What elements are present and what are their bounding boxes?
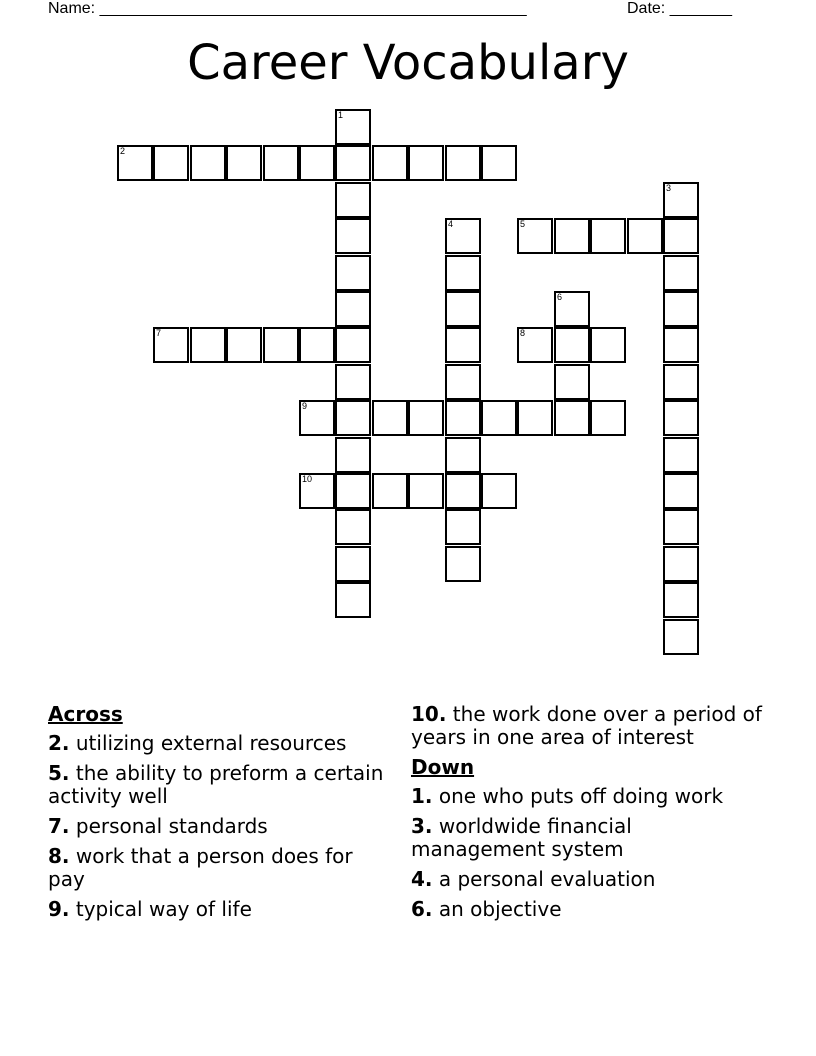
clue-number: 7 (156, 328, 162, 338)
grid-cell[interactable] (299, 145, 335, 181)
grid-cell[interactable] (663, 291, 699, 327)
grid-cell[interactable] (663, 218, 699, 254)
grid-cell[interactable] (445, 437, 481, 473)
grid-cell[interactable] (335, 255, 371, 291)
grid-cell[interactable] (445, 145, 481, 181)
clue-down-1: 1. one who puts off doing work (411, 784, 724, 808)
grid-cell[interactable] (554, 364, 590, 400)
grid-cell[interactable] (372, 473, 408, 509)
grid-cell[interactable] (445, 218, 481, 254)
clue-down-6: 6. an objective (411, 897, 562, 921)
grid-cell[interactable] (663, 546, 699, 582)
grid-cell[interactable] (554, 327, 590, 363)
grid-cell[interactable] (663, 437, 699, 473)
grid-cell[interactable] (663, 509, 699, 545)
grid-cell[interactable] (481, 400, 517, 436)
grid-cell[interactable] (445, 364, 481, 400)
grid-cell[interactable] (117, 145, 153, 181)
grid-cell[interactable] (554, 291, 590, 327)
clue-across-10: 10. the work done over a period of years in one area of interest (411, 702, 762, 749)
grid-cell[interactable] (517, 327, 553, 363)
clue-number: 3 (666, 183, 672, 193)
grid-cell[interactable] (481, 145, 517, 181)
clue-across-5: 5. the ability to preform a certain activity well (48, 761, 384, 808)
clue-number: 10 (302, 474, 313, 484)
clue-across-9: 9. typical way of life (48, 897, 252, 921)
grid-cell[interactable] (554, 400, 590, 436)
grid-cell[interactable] (335, 437, 371, 473)
grid-cell[interactable] (663, 473, 699, 509)
grid-cell[interactable] (445, 291, 481, 327)
grid-cell[interactable] (408, 473, 444, 509)
grid-cell[interactable] (153, 327, 189, 363)
grid-cell[interactable] (372, 145, 408, 181)
grid-cell[interactable] (335, 327, 371, 363)
grid-cell[interactable] (590, 327, 626, 363)
clue-number: 2 (120, 146, 126, 156)
clue-number: 1 (338, 110, 344, 120)
grid-cell[interactable] (226, 145, 262, 181)
grid-cell[interactable] (663, 255, 699, 291)
grid-cell[interactable] (445, 255, 481, 291)
grid-cell[interactable] (299, 473, 335, 509)
clue-down-3: 3. worldwide financial management system (411, 814, 632, 861)
date-field-label: Date: _______ (627, 0, 732, 17)
grid-cell[interactable] (663, 619, 699, 655)
grid-cell[interactable] (663, 364, 699, 400)
clue-across-8: 8. work that a person does for pay (48, 844, 353, 891)
grid-cell[interactable] (335, 400, 371, 436)
grid-cell[interactable] (335, 145, 371, 181)
grid-cell[interactable] (554, 218, 590, 254)
clue-across-2: 2. utilizing external resources (48, 731, 347, 755)
grid-cell[interactable] (335, 582, 371, 618)
grid-cell[interactable] (335, 109, 371, 145)
clue-number: 4 (448, 219, 454, 229)
clue-number: 8 (520, 328, 526, 338)
grid-cell[interactable] (263, 145, 299, 181)
grid-cell[interactable] (408, 145, 444, 181)
grid-cell[interactable] (663, 182, 699, 218)
grid-cell[interactable] (335, 509, 371, 545)
grid-cell[interactable] (335, 364, 371, 400)
grid-cell[interactable] (445, 473, 481, 509)
clue-across-7: 7. personal standards (48, 814, 268, 838)
grid-cell[interactable] (445, 509, 481, 545)
grid-cell[interactable] (663, 400, 699, 436)
clue-number: 6 (557, 292, 563, 302)
clue-down-4: 4. a personal evaluation (411, 867, 656, 891)
grid-cell[interactable] (445, 546, 481, 582)
grid-cell[interactable] (226, 327, 262, 363)
grid-cell[interactable] (590, 218, 626, 254)
grid-cell[interactable] (590, 400, 626, 436)
grid-cell[interactable] (408, 400, 444, 436)
grid-cell[interactable] (299, 400, 335, 436)
grid-cell[interactable] (481, 473, 517, 509)
clue-number: 9 (302, 401, 308, 411)
grid-cell[interactable] (627, 218, 663, 254)
grid-cell[interactable] (517, 218, 553, 254)
page-title: Career Vocabulary (187, 35, 629, 91)
grid-cell[interactable] (153, 145, 189, 181)
grid-cell[interactable] (263, 327, 299, 363)
grid-cell[interactable] (372, 400, 408, 436)
clues-column-left (48, 703, 388, 928)
grid-cell[interactable] (663, 327, 699, 363)
clues-column-right (411, 703, 771, 928)
grid-cell[interactable] (445, 400, 481, 436)
clue-number: 5 (520, 219, 526, 229)
grid-cell[interactable] (335, 182, 371, 218)
grid-cell[interactable] (299, 327, 335, 363)
grid-cell[interactable] (190, 145, 226, 181)
across-heading: Across (48, 702, 123, 726)
grid-cell[interactable] (335, 291, 371, 327)
down-heading: Down (411, 755, 475, 779)
grid-cell[interactable] (335, 546, 371, 582)
grid-cell[interactable] (190, 327, 226, 363)
name-field-label: Name: ________________________________________________ (48, 0, 527, 17)
grid-cell[interactable] (663, 582, 699, 618)
grid-cell[interactable] (517, 400, 553, 436)
grid-cell[interactable] (445, 327, 481, 363)
grid-cell[interactable] (335, 473, 371, 509)
grid-cell[interactable] (335, 218, 371, 254)
